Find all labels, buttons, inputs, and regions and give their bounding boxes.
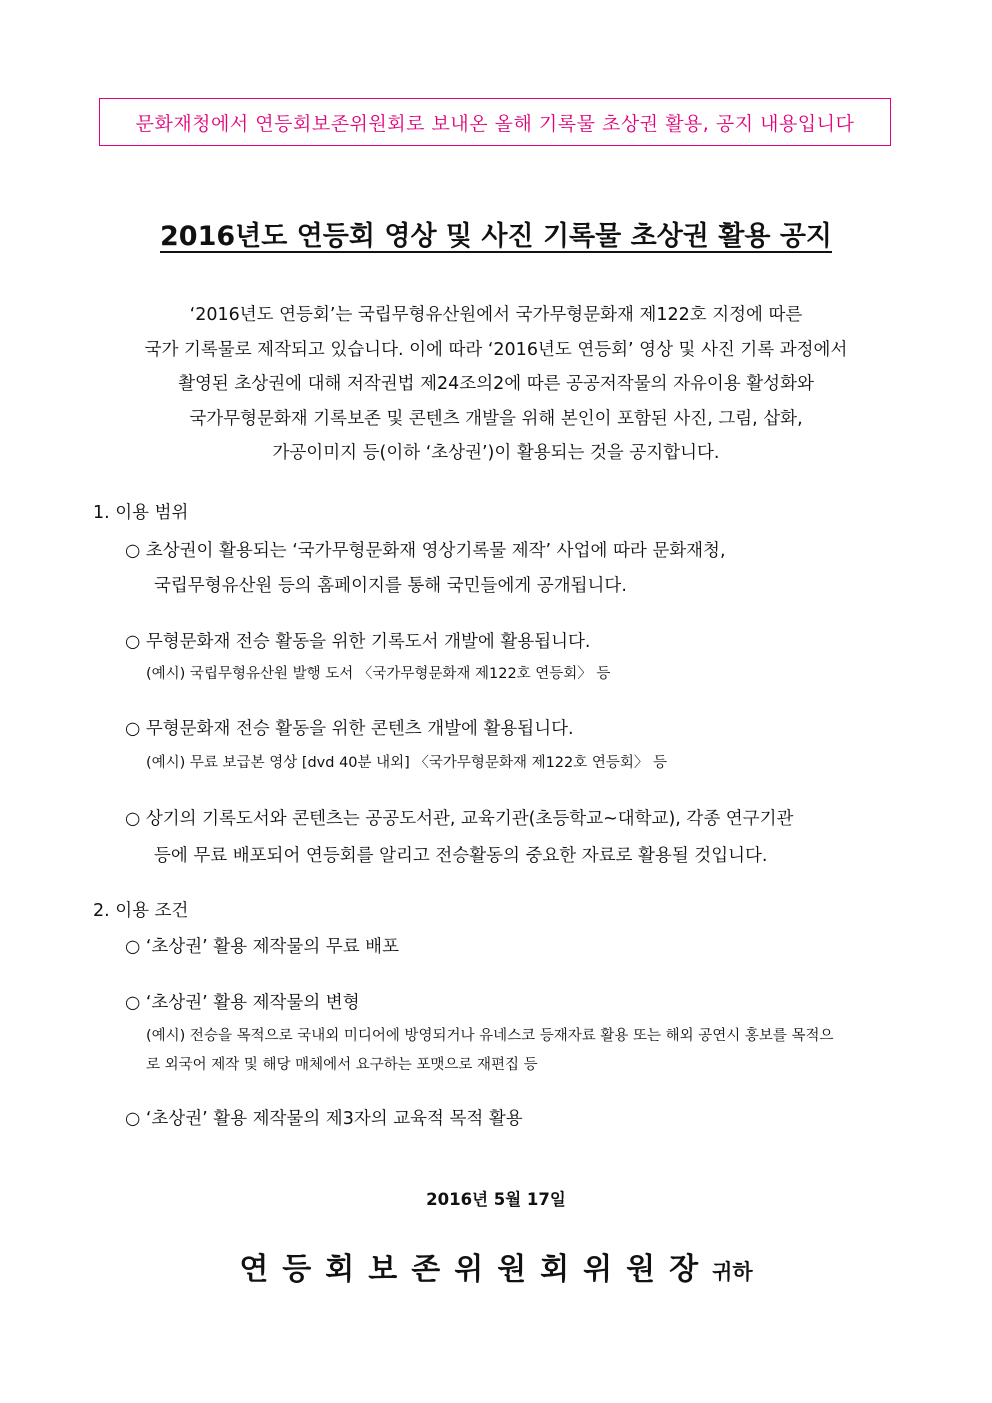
intro-line-2: 국가 기록물로 제작되고 있습니다. 이에 따라 ‘2016년도 연등회’ 영상 및 사진 기록 과정에서 xyxy=(144,339,848,360)
signature xyxy=(0,1244,992,1288)
section2-item3: ○ ‘초상권’ 활용 제작물의 제3자의 교육적 목적 활용 xyxy=(125,1109,523,1129)
intro-line-5: 가공이미지 등(이하 ‘초상권’)이 활용되는 것을 공지합니다. xyxy=(272,443,720,463)
notice-banner-text: 문화재청에서 연등회보존위원회로 보내온 올해 기록물 초상권 활용, 공지 내용입니다 xyxy=(135,112,855,135)
section2-heading: 2. 이용 조건 xyxy=(93,901,189,921)
intro-line-1: ‘2016년도 연등회’는 국립무형유산원에서 국가무형문화재 제122호 지정에 따른 xyxy=(189,305,803,325)
intro-line-4: 국가무형문화재 기록보존 및 콘텐츠 개발을 위해 본인이 포함된 사진, 그림, 삽화, xyxy=(189,408,803,429)
section1-item1-line2: 국립무형유산원 등의 홈페이지를 통해 국민들에게 공개됩니다. xyxy=(154,576,627,596)
document-title-text: 2016년도 연등회 영상 및 사진 기록물 초상권 활용 공지 xyxy=(160,221,832,252)
section2-item2-example-1: (예시) 전승을 목적으로 국내외 미디어에 방영되거나 유네스코 등재자료 활용 또는 해외 공연시 홍보를 목적으 xyxy=(146,1028,834,1044)
section2-item2-example-2: 로 외국어 제작 및 해당 매체에서 요구하는 포맷으로 재편집 등 xyxy=(146,1057,538,1073)
signature-suffix: 귀하 xyxy=(712,1260,753,1284)
section2-item1: ○ ‘초상권’ 활용 제작물의 무료 배포 xyxy=(125,937,399,957)
document-title xyxy=(0,214,992,253)
signature-org: 연등회보존위원회위원장 xyxy=(239,1252,713,1287)
section1-heading: 1. 이용 범위 xyxy=(93,503,189,523)
notice-banner xyxy=(99,98,891,146)
section2-item2-line1: ○ ‘초상권’ 활용 제작물의 변형 xyxy=(125,993,360,1013)
section1-item4-line1: ○ 상기의 기록도서와 콘텐츠는 공공도서관, 교육기관(초등학교~대학교), 각종 연구기관 xyxy=(125,809,794,829)
intro-paragraph xyxy=(40,298,952,471)
section1-item3-example: (예시) 무료 보급본 영상 [dvd 40분 내외] 〈국가무형문화재 제122호 연등회〉 등 xyxy=(146,755,668,771)
section1-item1-line1: ○ 초상권이 활용되는 ‘국가무형문화재 영상기록물 제작’ 사업에 따라 문화재청, xyxy=(125,541,726,561)
section1-item2-example: (예시) 국립무형유산원 발행 도서 〈국가무형문화재 제122호 연등회〉 등 xyxy=(146,666,611,682)
document-date: 2016년 5월 17일 xyxy=(426,1190,566,1209)
intro-line-3: 촬영된 초상권에 대해 저작권법 제24조의2에 따른 공공저작물의 자유이용 활성화와 xyxy=(178,374,814,394)
section1-item2-line1: ○ 무형문화재 전승 활동을 위한 기록도서 개발에 활용됩니다. xyxy=(125,632,591,652)
section1-item4-line2: 등에 무료 배포되어 연등회를 알리고 전승활동의 중요한 자료로 활용될 것입니다. xyxy=(154,846,768,866)
section1-item3-line1: ○ 무형문화재 전승 활동을 위한 콘텐츠 개발에 활용됩니다. xyxy=(125,719,574,739)
